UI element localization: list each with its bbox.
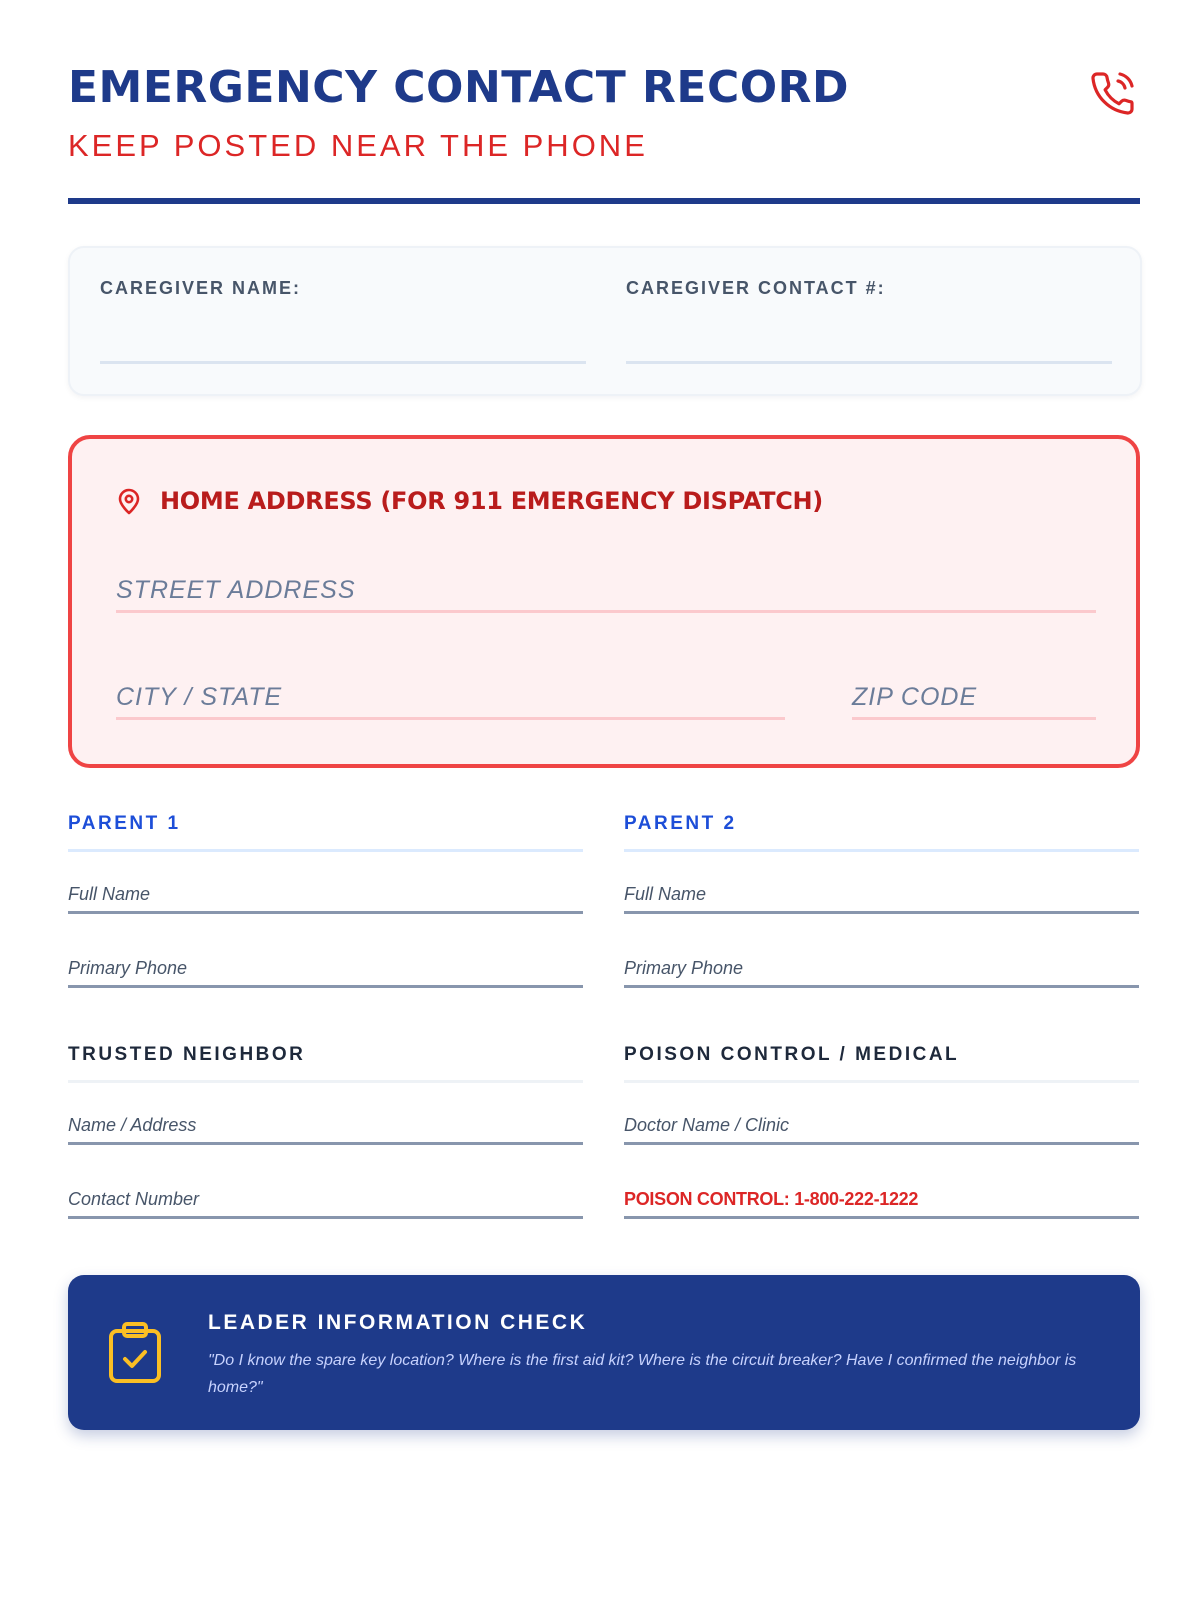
parent-1-phone-field[interactable]: [68, 951, 583, 988]
zip-code-placeholder: ZIP CODE: [852, 683, 978, 711]
caregiver-name-label: CAREGIVER NAME:: [100, 278, 302, 298]
parent-2-phone-field[interactable]: [624, 951, 1139, 988]
phone-ringing-icon: [1086, 66, 1140, 120]
doctor-label: Doctor Name / Clinic: [624, 1115, 790, 1135]
trusted-neighbor-heading: TRUSTED NEIGHBOR: [68, 1044, 583, 1083]
caregiver-name-field[interactable]: [100, 278, 586, 364]
city-state-placeholder: CITY / STATE: [116, 683, 283, 711]
street-address-line: [116, 610, 1096, 613]
leader-check-banner: [68, 1275, 1140, 1430]
home-address-box: [68, 435, 1140, 768]
neighbor-contact-label: Contact Number: [68, 1189, 200, 1209]
city-state-line: [116, 717, 785, 720]
zip-code-field[interactable]: [852, 676, 1096, 720]
caregiver-contact-field[interactable]: [626, 278, 1112, 364]
parent-2-name-field[interactable]: [624, 877, 1139, 914]
street-address-field[interactable]: [116, 569, 1096, 613]
parent-2-section: [624, 813, 1139, 1003]
parent-1-name-label: Full Name: [68, 884, 151, 904]
clipboard-check-icon: [106, 1321, 164, 1385]
parent-2-phone-label: Primary Phone: [624, 958, 744, 978]
city-state-field[interactable]: [116, 676, 785, 720]
page-subtitle: KEEP POSTED NEAR THE PHONE: [68, 128, 648, 163]
page-title: EMERGENCY CONTACT RECORD: [68, 62, 850, 113]
medical-heading: POISON CONTROL / MEDICAL: [624, 1044, 1139, 1083]
parent-1-phone-label: Primary Phone: [68, 958, 188, 978]
neighbor-name-field[interactable]: [68, 1108, 583, 1145]
medical-section: [624, 1044, 1139, 1234]
header-divider: [68, 198, 1140, 204]
caregiver-contact-label: CAREGIVER CONTACT #:: [626, 278, 886, 298]
emergency-contact-sheet: [68, 0, 1140, 1600]
parent-1-section: [68, 813, 583, 1003]
leader-check-title: LEADER INFORMATION CHECK: [208, 1311, 588, 1334]
neighbor-name-label: Name / Address: [68, 1115, 197, 1135]
caregiver-card: [68, 246, 1142, 396]
parent-1-heading: PARENT 1: [68, 813, 583, 852]
trusted-neighbor-section: [68, 1044, 583, 1234]
leader-check-quote: "Do I know the spare key location? Where is the first aid kit? Where is the circuit breaker? Have I confirmed the neighbor is home?": [208, 1352, 1077, 1396]
caregiver-contact-line: [626, 361, 1112, 364]
home-address-heading: [116, 487, 823, 515]
caregiver-name-line: [100, 361, 586, 364]
street-address-placeholder: STREET ADDRESS: [116, 576, 356, 604]
poison-control-number: POISON CONTROL: 1-800-222-1222: [624, 1189, 919, 1209]
neighbor-contact-field[interactable]: [68, 1182, 583, 1219]
doctor-field[interactable]: [624, 1108, 1139, 1145]
home-address-heading-text: HOME ADDRESS (FOR 911 EMERGENCY DISPATCH): [160, 487, 823, 515]
poison-control-line: [624, 1182, 1139, 1219]
parent-2-heading: PARENT 2: [624, 813, 1139, 852]
parent-2-name-label: Full Name: [624, 884, 707, 904]
zip-code-line: [852, 717, 1096, 720]
map-pin-icon: [116, 487, 142, 515]
parent-1-name-field[interactable]: [68, 877, 583, 914]
